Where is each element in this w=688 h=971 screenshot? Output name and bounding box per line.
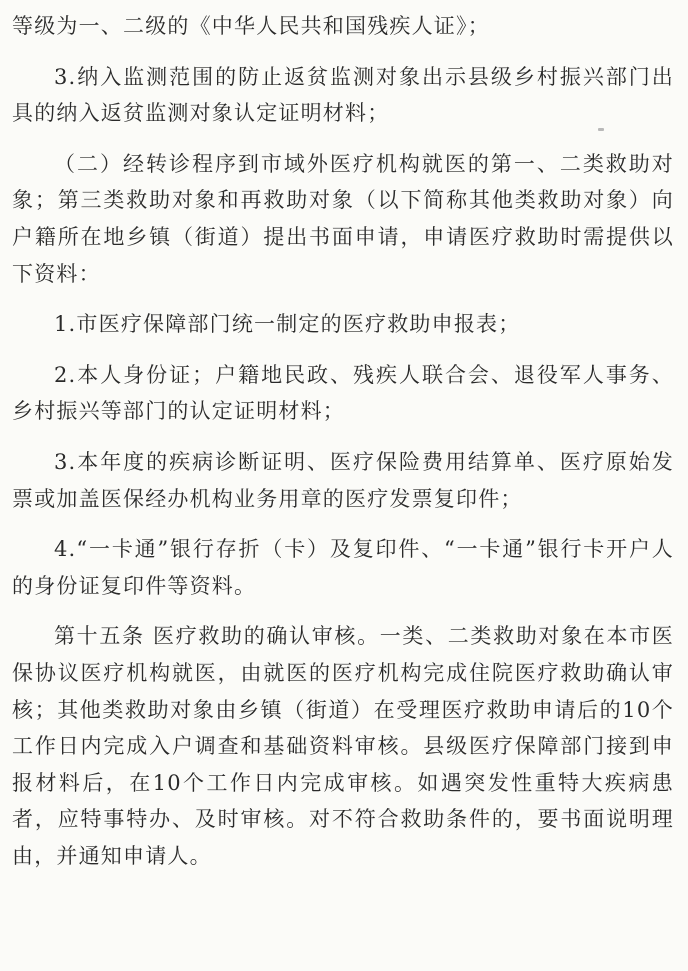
paragraph-item-3-diagnosis: 3.本年度的疾病诊断证明、医疗保险费用结算单、医疗原始发票或加盖医保经办机构业务用章的医疗发票复印件； bbox=[12, 449, 674, 511]
paragraph-item-4-bank-card: 4.“一卡通”银行存折（卡）及复印件、“一卡通”银行卡开户人的身份证复印件等资料。 bbox=[12, 537, 674, 598]
scan-speck bbox=[598, 128, 604, 131]
paragraph-item-1-form: 1.市医疗保障部门统一制定的医疗救助申报表； bbox=[54, 312, 521, 337]
paragraph-article-15: 第十五条 医疗救助的确认审核。一类、二类救助对象在本市医保协议医疗机构就医，由就医的医疗机构完成住院医疗救助确认审核；其他类救助对象由乡镇（街道）在受理医疗救助申请后的10个工作日内完成入户调查和基础资料审核。县级医疗保障部门接到申报材料后，在10个工作日内完成审核。如遇突发性重特大疾病患者，应特事特办、及时审核。对不符合救助条件的，要书面说明理由，并通知申请人。 bbox=[12, 624, 674, 868]
paragraph-continuation: 等级为一、二级的《中华人民共和国残疾人证》； bbox=[12, 14, 490, 38]
paragraph-item-3-monitoring: 3.纳入监测范围的防止返贫监测对象出示县级乡村振兴部门出具的纳入返贫监测对象认定证明材料； bbox=[12, 64, 674, 126]
paragraph-section-2: （二）经转诊程序到市域外医疗机构就医的第一、二类救助对象；第三类救助对象和再救助对象（以下简称其他类救助对象）向户籍所在地乡镇（街道）提出书面申请，申请医疗救助时需提供以下资料： bbox=[12, 151, 674, 286]
paragraph-item-2-id: 2.本人身份证；户籍地民政、残疾人联合会、退役军人事务、乡村振兴等部门的认定证明材料； bbox=[12, 362, 674, 424]
